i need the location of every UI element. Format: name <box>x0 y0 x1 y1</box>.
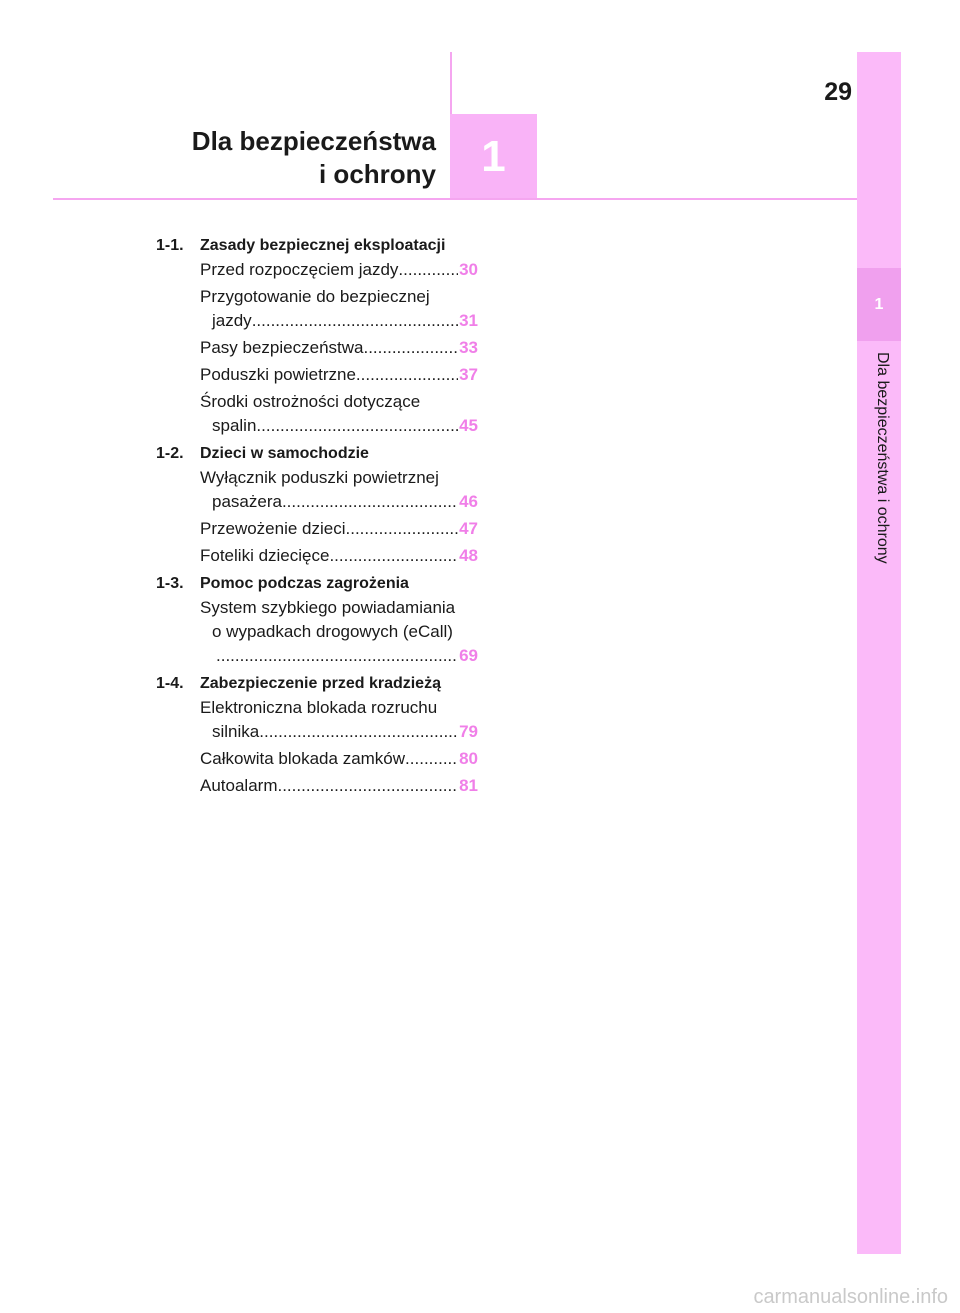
toc-section <box>156 233 478 258</box>
toc-section-title: Zabezpieczenie przed kradzieżą <box>200 675 441 692</box>
toc-entry-text: spalin <box>212 416 257 435</box>
toc-leader-dots <box>356 363 458 387</box>
toc-page-link[interactable]: 48 <box>459 546 478 565</box>
toc-entry-text: Przewożenie dzieci <box>200 519 346 538</box>
table-of-contents <box>156 233 478 801</box>
toc-leader-dots <box>329 544 458 568</box>
side-tab-chapter[interactable]: 1 <box>857 268 901 341</box>
toc-entry-text: System szybkiego powiadamiania <box>200 598 456 617</box>
toc-leader-dots <box>256 414 458 438</box>
toc-entry-text: pasażera <box>212 492 282 511</box>
toc-entry-text: Elektroniczna blokada rozruchu <box>200 698 438 717</box>
toc-leader-dots <box>216 644 458 668</box>
toc-page-link[interactable]: 33 <box>459 338 478 357</box>
toc-leader-dots <box>398 258 458 282</box>
watermark: carmanualsonline.info <box>753 1286 948 1308</box>
toc-page-link[interactable]: 69 <box>459 646 478 665</box>
toc-page-link[interactable]: 46 <box>459 492 478 511</box>
toc-leader-dots <box>405 747 458 771</box>
toc-page-link[interactable]: 30 <box>459 260 478 279</box>
toc-page-link[interactable]: 31 <box>459 311 478 330</box>
toc-leader-dots <box>363 336 458 360</box>
toc-entry[interactable] <box>200 774 478 798</box>
toc-entry-text: Środki ostrożności dotyczące <box>200 392 421 411</box>
toc-page-link[interactable]: 45 <box>459 416 478 435</box>
toc-leader-dots <box>282 490 458 514</box>
side-strip <box>857 52 901 1254</box>
toc-section-title: Pomoc podczas zagrożenia <box>200 575 409 592</box>
chapter-title <box>76 125 436 191</box>
toc-entry[interactable] <box>200 390 478 438</box>
toc-entry-text: silnika <box>212 722 260 741</box>
toc-entry-text: Całkowita blokada zamków <box>200 749 406 768</box>
toc-section-title: Dzieci w samochodzie <box>200 445 369 462</box>
page-number: 29 <box>824 78 852 106</box>
toc-section-number: 1-3. <box>156 575 184 592</box>
header-divider-vertical <box>450 52 452 116</box>
toc-entry[interactable] <box>200 336 478 360</box>
toc-entry[interactable] <box>200 466 478 514</box>
toc-entry[interactable] <box>200 596 478 668</box>
header-divider-horizontal <box>53 198 857 200</box>
chapter-title-line2: i ochrony <box>318 159 436 189</box>
toc-entry[interactable] <box>200 285 478 333</box>
toc-page-link[interactable]: 80 <box>459 749 478 768</box>
toc-leader-dots <box>259 720 458 744</box>
chapter-title-line1: Dla bezpieczeństwa <box>191 126 436 156</box>
toc-entry-text: Wyłącznik poduszki powietrznej <box>200 468 439 487</box>
toc-entry-text: Foteliki dziecięce <box>200 546 330 565</box>
toc-entry-text: Przed rozpoczęciem jazdy <box>200 260 399 279</box>
toc-entry-text: Autoalarm <box>200 776 278 795</box>
toc-page-link[interactable]: 81 <box>459 776 478 795</box>
toc-entry-text: Pasy bezpieczeństwa <box>200 338 364 357</box>
toc-page-link[interactable]: 79 <box>459 722 478 741</box>
toc-leader-dots <box>277 774 458 798</box>
toc-entry[interactable] <box>200 544 478 568</box>
toc-section-number: 1-1. <box>156 237 184 254</box>
toc-leader-dots <box>346 517 459 541</box>
toc-section <box>156 671 478 696</box>
toc-entry[interactable] <box>200 517 478 541</box>
toc-section-title: Zasady bezpiecznej eksploatacji <box>200 237 446 254</box>
toc-entry[interactable] <box>200 696 478 744</box>
toc-page-link[interactable]: 47 <box>459 519 478 538</box>
toc-entry[interactable] <box>200 363 478 387</box>
toc-section-number: 1-4. <box>156 675 184 692</box>
chapter-number-box: 1 <box>450 114 537 199</box>
toc-section <box>156 441 478 466</box>
toc-section-number: 1-2. <box>156 445 184 462</box>
toc-entry-text: o wypadkach drogowych (eCall) <box>212 622 453 641</box>
toc-section <box>156 571 478 596</box>
toc-page-link[interactable]: 37 <box>459 365 478 384</box>
toc-entry-text: Przygotowanie do bezpiecznej <box>200 287 430 306</box>
toc-leader-dots <box>252 309 458 333</box>
side-tab-label: Dla bezpieczeństwa i ochrony <box>874 352 891 564</box>
toc-entry-text: jazdy <box>212 311 252 330</box>
toc-entry[interactable] <box>200 747 478 771</box>
toc-entry-text: Poduszki powietrzne <box>200 365 356 384</box>
toc-entry[interactable] <box>200 258 478 282</box>
